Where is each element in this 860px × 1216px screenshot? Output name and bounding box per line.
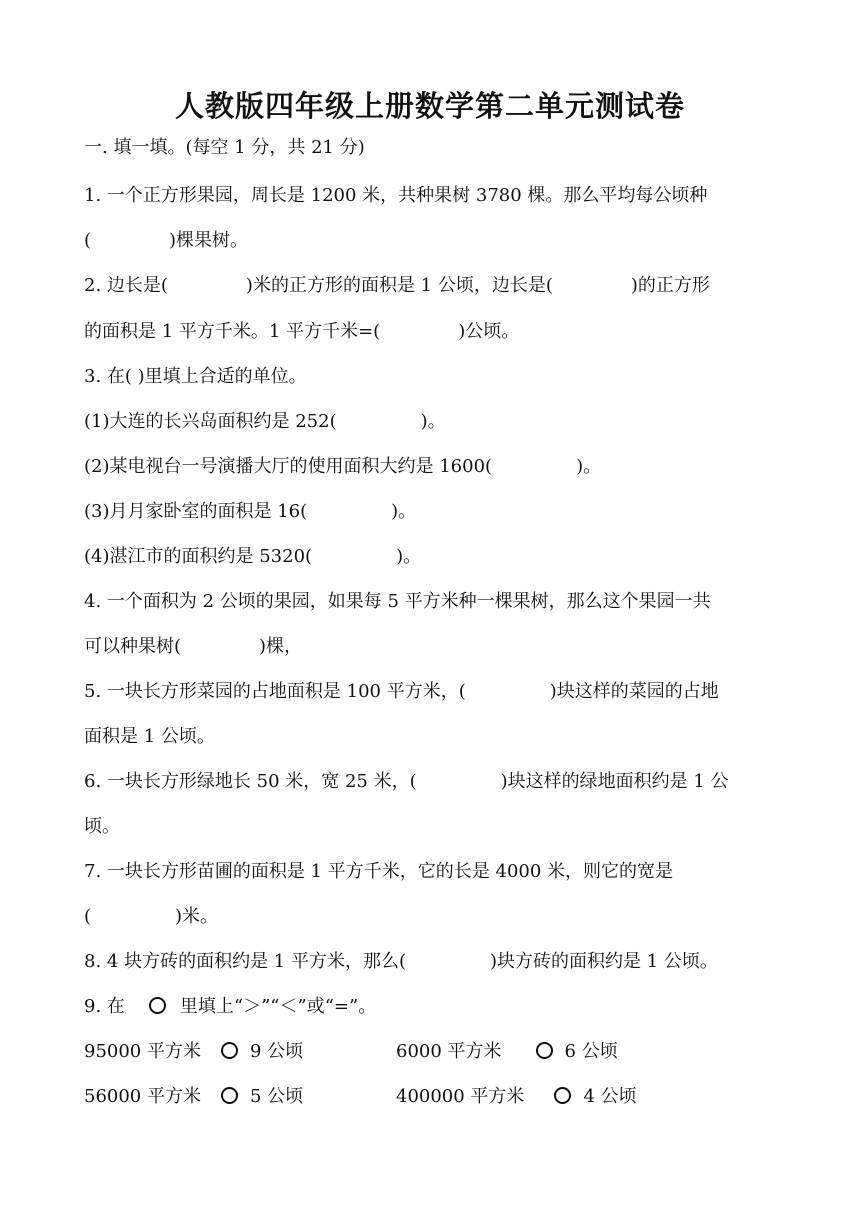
compare-left-value: 400000 平方米 <box>396 1086 525 1107</box>
question-4-part-2: )棵， <box>259 636 303 657</box>
compare-left-value: 56000 平方米 <box>84 1086 201 1107</box>
item-text: (1)大连的长兴岛面积约是 252( <box>84 411 337 432</box>
question-6-line-2: 顷。 <box>84 816 120 837</box>
question-4-line-2 <box>84 635 302 659</box>
question-3-item-4 <box>84 545 421 569</box>
question-7-line-1: 7. 一块长方形苗圃的面积是 1 平方千米，它的长是 4000 米，则它的宽是 <box>84 861 674 882</box>
compare-right-value: 4 公顷 <box>583 1086 637 1107</box>
question-3-item-1 <box>84 410 446 434</box>
question-1-line-1: 1. 一个正方形果园，周长是 1200 米，共种果树 3780 棵。那么平均每公顷种 <box>84 185 708 206</box>
question-3-item-2 <box>84 455 601 479</box>
compare-right-value: 9 公顷 <box>249 1041 304 1062</box>
question-2-part-1: 2. 边长是( <box>84 275 168 296</box>
question-8-part-1: 8. 4 块方砖的面积约是 1 平方米，那么( <box>84 951 406 972</box>
question-2-part-3: )的正方形 <box>630 275 710 296</box>
item-tail: )。 <box>420 411 446 432</box>
question-4-part-1: 可以种果树( <box>84 636 182 657</box>
question-5-part-2: )块这样的菜园的占地 <box>549 681 719 702</box>
section-heading: 一. 填一填。(每空 1 分，共 21 分) <box>84 137 365 158</box>
question-6-part-1: 6. 一块长方形绿地长 50 米，宽 25 米，( <box>84 771 417 792</box>
compare-circle-icon[interactable] <box>221 1087 238 1104</box>
question-5-line-1 <box>84 680 719 704</box>
item-tail: )。 <box>396 546 422 567</box>
question-3-heading: 3. 在( )里填上合适的单位。 <box>84 366 307 387</box>
question-7-line-2 <box>84 905 218 929</box>
item-tail: )。 <box>391 501 417 522</box>
compare-row-1 <box>84 1040 303 1064</box>
question-2-part-5: )公顷。 <box>458 321 520 342</box>
question-9-heading <box>84 995 376 1019</box>
question-2-line-1 <box>84 274 710 298</box>
compare-circle-icon[interactable] <box>221 1042 238 1059</box>
question-8-line <box>84 950 718 974</box>
question-1-line-2 <box>84 229 248 253</box>
question-2-line-2 <box>84 320 519 344</box>
question-6-line-1 <box>84 770 729 794</box>
question-6-part-2: )块这样的绿地面积约是 1 公 <box>500 771 729 792</box>
compare-left-value: 95000 平方米 <box>84 1041 201 1062</box>
question-2-part-4: 的面积是 1 平方千米。1 平方千米=( <box>84 321 381 342</box>
question-1-tail: )棵果树。 <box>169 230 249 251</box>
question-5-part-1: 5. 一块长方形菜园的占地面积是 100 平方米，( <box>84 681 466 702</box>
question-8-part-2: )块方砖的面积约是 1 公顷。 <box>490 951 718 972</box>
question-5-line-2: 面积是 1 公顷。 <box>84 726 215 747</box>
question-3-item-3 <box>84 500 416 524</box>
item-text: (4)湛江市的面积约是 5320( <box>84 546 313 567</box>
compare-right-value: 5 公顷 <box>249 1086 304 1107</box>
paren-open: ( <box>84 230 92 251</box>
compare-left-value: 6000 平方米 <box>396 1041 502 1062</box>
paren-open: ( <box>84 906 92 927</box>
compare-circle-icon[interactable] <box>554 1087 571 1104</box>
item-text: (2)某电视台一号演播大厅的使用面积大约是 1600( <box>84 456 493 477</box>
circle-icon <box>149 997 166 1014</box>
compare-circle-icon[interactable] <box>536 1042 553 1059</box>
question-4-line-1: 4. 一个面积为 2 公顷的果园，如果每 5 平方米种一棵果树，那么这个果园一共 <box>84 591 711 612</box>
compare-row-1-right <box>396 1040 618 1064</box>
compare-row-2 <box>84 1085 303 1109</box>
question-7-tail: )米。 <box>175 906 219 927</box>
question-9-part-1: 9. 在 <box>84 996 125 1017</box>
question-9-part-2: 里填上“＞”“＜”或“=”。 <box>179 996 377 1017</box>
compare-right-value: 6 公顷 <box>564 1041 618 1062</box>
item-tail: )。 <box>576 456 602 477</box>
question-2-part-2: )米的正方形的面积是 1 公顷，边长是( <box>245 275 553 296</box>
item-text: (3)月月家卧室的面积是 16( <box>84 501 308 522</box>
compare-row-2-right <box>396 1085 637 1109</box>
page-title: 人教版四年级上册数学第二单元测试卷 <box>174 89 685 123</box>
